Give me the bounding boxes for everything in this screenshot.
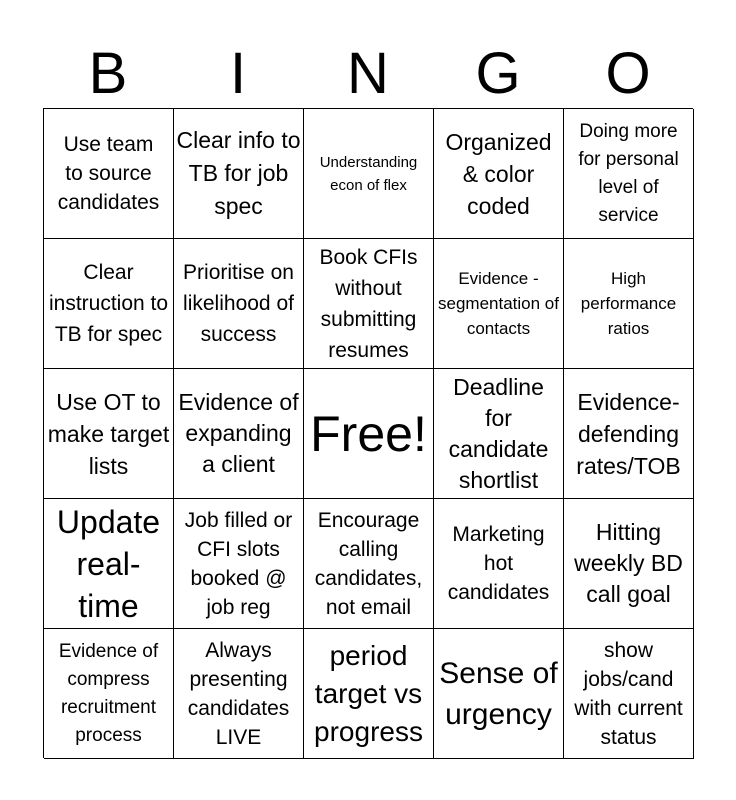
cell-text: Clear info to TB for job spec [176, 127, 301, 219]
bingo-cell-r2c4[interactable] [434, 239, 564, 369]
cell-text: period target vs progress [314, 639, 423, 747]
cell-text: Use OT to make target lists [47, 388, 170, 479]
cell-text: Job filled or CFI slots booked @ job reg [184, 508, 293, 619]
cell-text: Book CFIs without submitting resumes [319, 245, 418, 362]
bingo-cell-r5c3[interactable] [304, 629, 434, 759]
bingo-cell-r1c2[interactable] [174, 109, 304, 239]
cell-text: Clear instruction to TB for spec [48, 261, 169, 346]
bingo-cell-r1c5[interactable] [564, 109, 694, 239]
bingo-cell-r5c4[interactable] [434, 629, 564, 759]
bingo-cell-r3c5[interactable] [564, 369, 694, 499]
cell-text: Understanding econ of flex [319, 153, 418, 194]
bingo-cell-r3c4[interactable] [434, 369, 564, 499]
cell-text: Organized & color coded [445, 128, 552, 219]
cell-text: show jobs/cand with current status [574, 638, 683, 749]
cell-text: Free! [310, 405, 427, 462]
bingo-cell-r4c4[interactable] [434, 499, 564, 629]
cell-text: Evidence-defending rates/TOB [576, 388, 681, 479]
bingo-cell-r4c5[interactable] [564, 499, 694, 629]
bingo-cell-r5c2[interactable] [174, 629, 304, 759]
bingo-cell-r1c3[interactable] [304, 109, 434, 239]
bingo-cell-r3c2[interactable] [174, 369, 304, 499]
header-letter-n: N [347, 41, 389, 106]
bingo-cell-r2c5[interactable] [564, 239, 694, 369]
cell-text: Use team to source candidates [57, 133, 160, 214]
header-letter-g: G [475, 41, 521, 106]
cell-text: Marketing hot candidates [447, 523, 550, 604]
bingo-cell-r3c3[interactable] [304, 369, 434, 499]
header-letter-i: I [229, 41, 247, 106]
bingo-cell-r3c1[interactable] [44, 369, 174, 499]
bingo-cell-r2c3[interactable] [304, 239, 434, 369]
header-letter-o: O [605, 41, 651, 106]
bingo-cell-r4c3[interactable] [304, 499, 434, 629]
bingo-board [43, 108, 693, 758]
bingo-cell-r1c1[interactable] [44, 109, 174, 239]
cell-text: Evidence - segmentation of contacts [438, 269, 559, 338]
header-letter-b: B [88, 41, 128, 106]
cell-text: Doing more for personal level of service [578, 120, 679, 226]
cell-text: Evidence of expanding a client [178, 389, 299, 477]
cell-text: Update real-time [56, 503, 161, 624]
bingo-cell-r5c1[interactable] [44, 629, 174, 759]
bingo-cell-r4c2[interactable] [174, 499, 304, 629]
cell-text: Evidence of compress recruitment process [58, 640, 159, 746]
bingo-header [43, 40, 693, 108]
bingo-cell-r2c2[interactable] [174, 239, 304, 369]
cell-text: High performance ratios [580, 269, 677, 338]
bingo-cell-r2c1[interactable] [44, 239, 174, 369]
cell-text: Always presenting candidates LIVE [187, 638, 290, 749]
cell-text: Sense of urgency [439, 656, 558, 731]
cell-text: Prioritise on likelihood of success [183, 261, 294, 346]
cell-text: Deadline for candidate shortlist [448, 373, 549, 493]
cell-text: Encourage calling candidates, not email [314, 508, 423, 619]
bingo-cell-r4c1[interactable] [44, 499, 174, 629]
cell-text: Hitting weekly BD call goal [574, 519, 683, 607]
bingo-cell-r1c4[interactable] [434, 109, 564, 239]
bingo-cell-r5c5[interactable] [564, 629, 694, 759]
